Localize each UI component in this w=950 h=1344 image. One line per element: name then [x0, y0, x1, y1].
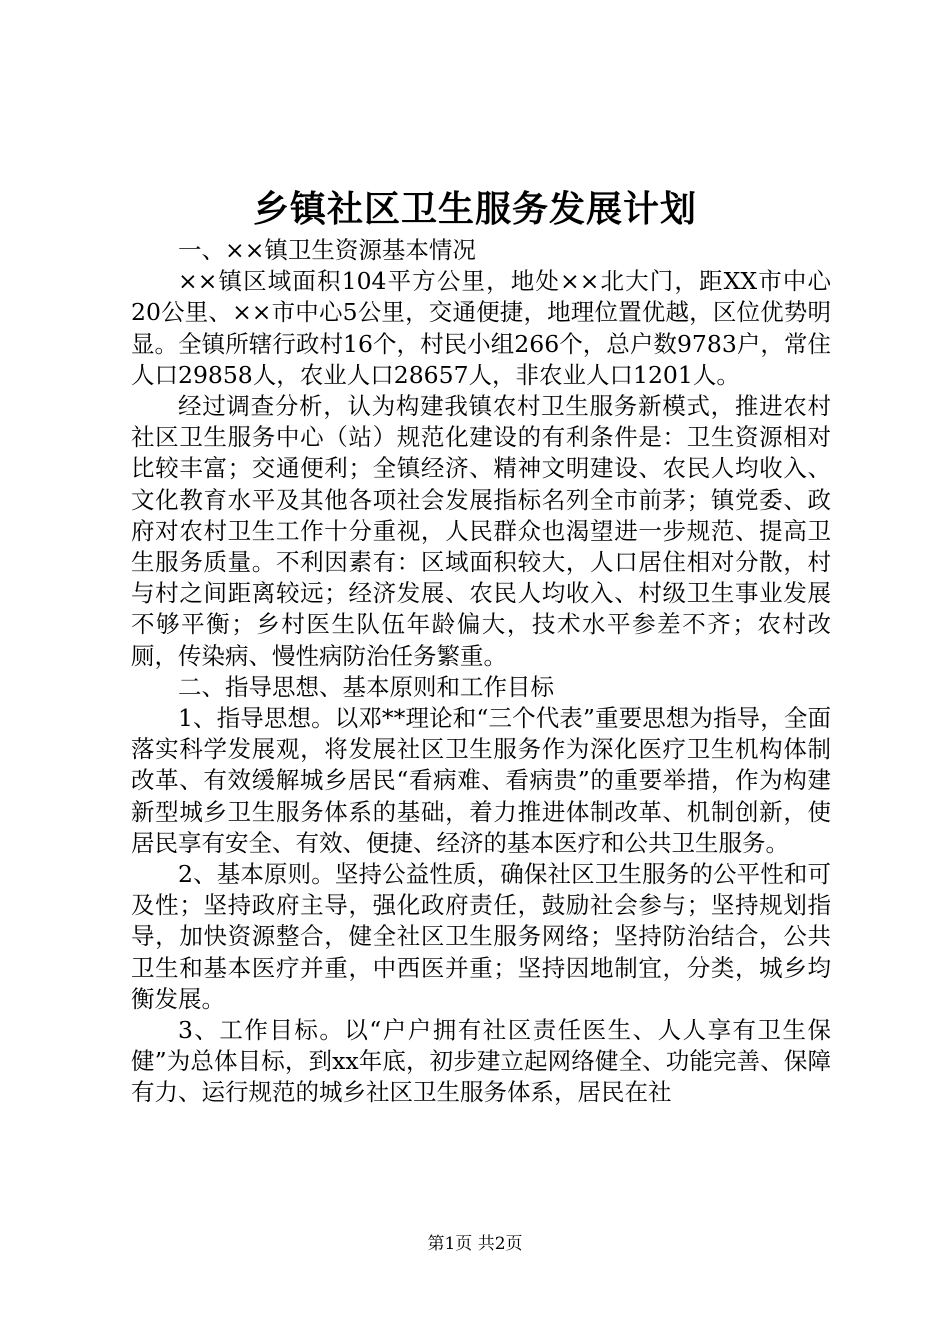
page-footer: 第1页 共2页 [427, 1234, 523, 1254]
paragraph: 1、指导思想。以邓**理论和“三个代表”重要思想为指导，全面落实科学发展观，将发展社区卫生服务作为深化医疗卫生机构体制改革、有效缓解城乡居民“看病难、看病贵”的重要举措，作为构建新型城乡卫生服务体系的基础，着力推进体制改革、机制创新，使居民享有安全、有效、便捷、经济的基本医疗和公共卫生服务。 [131, 704, 831, 857]
paragraph: 经过调查分析，认为构建我镇农村卫生服务新模式，推进农村社区卫生服务中心（站）规范化建设的有利条件是：卫生资源相对比较丰富；交通便利；全镇经济、精神文明建设、农民人均收入、文化教育水平及其他各项社会发展指标名列全市前茅；镇党委、政府对农村卫生工作十分重视，人民群众也渴望进一步规范、提高卫生服务质量。不利因素有：区域面积较大，人口居住相对分散，村与村之间距离较远；经济发展、农民人均收入、村级卫生事业发展不够平衡；乡村医生队伍年龄偏大，技术水平参差不齐；农村改厕，传染病、慢性病防治任务繁重。 [131, 392, 831, 670]
section-heading: 二、指导思想、基本原则和工作目标 [178, 672, 554, 701]
paragraph: 2、基本原则。坚持公益性质，确保社区卫生服务的公平性和可及性；坚持政府主导，强化政府责任，鼓励社会参与；坚持规划指导，加快资源整合，健全社区卫生服务网络；坚持防治结合，公共卫生和基本医疗并重，中西医并重；坚持因地制宜，分类，城乡均衡发展。 [131, 860, 831, 1013]
document-title: 乡镇社区卫生服务发展计划 [252, 188, 697, 230]
section-heading: 一、××镇卫生资源基本情况 [178, 236, 476, 264]
paragraph: 3、工作目标。以“户户拥有社区责任医生、人人享有卫生保健”为总体目标，到xx年底，初步建立起网络健全、功能完善、保障有力、运行规范的城乡社区卫生服务体系，居民在社 [131, 1016, 831, 1107]
paragraph: ××镇区域面积104平方公里，地处××北大门，距XX市中心20公里、××市中心5公里，交通便捷，地理位置优越，区位优势明显。全镇所辖行政村16个，村民小组266个，总户数9783户，常住人口29858人，农业人口28657人，非农业人口1201人。 [131, 267, 831, 389]
document-body [131, 235, 831, 1109]
